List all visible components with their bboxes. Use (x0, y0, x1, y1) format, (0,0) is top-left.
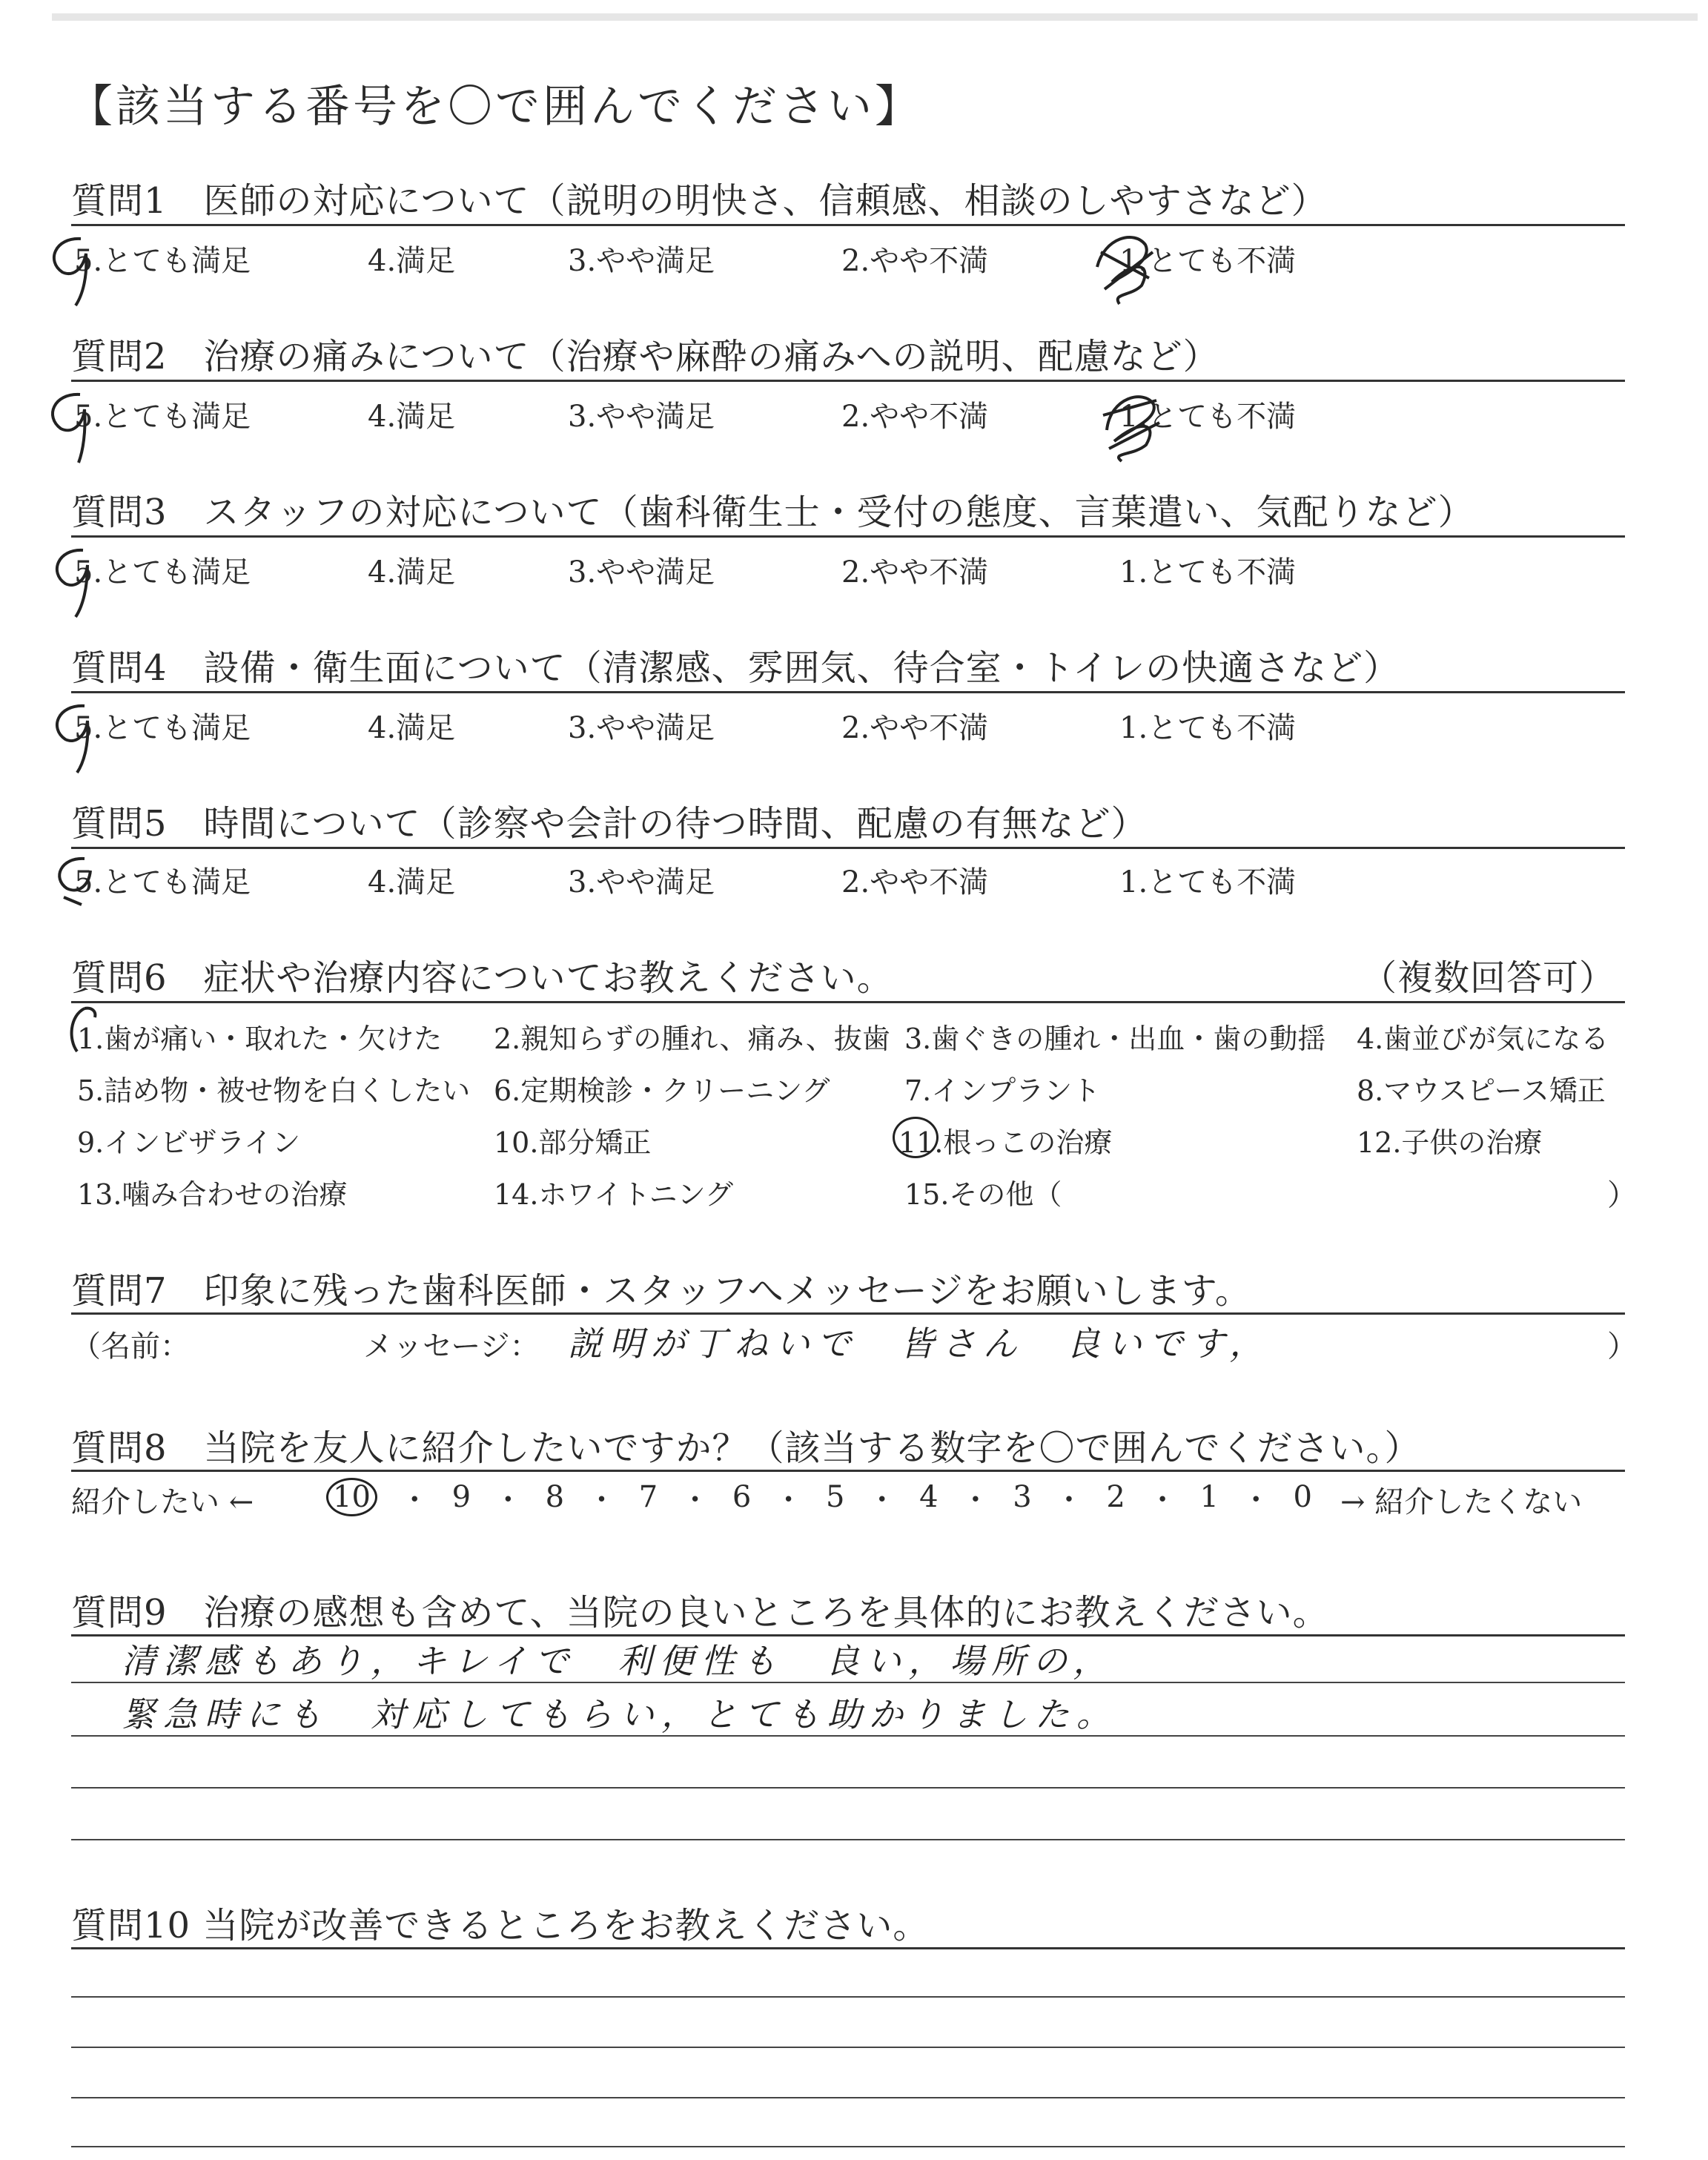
q6-option-11-selection-circle (893, 1117, 939, 1158)
q6-option-3[interactable]: 3.歯ぐきの腫れ・出血・歯の動揺 (904, 1023, 1326, 1055)
q2-rule (71, 380, 1625, 382)
q1-rule (71, 224, 1625, 226)
q7-close-paren: ） (1607, 1330, 1637, 1364)
q8-left-label: 紹介したい ← (71, 1485, 254, 1519)
q3-option-1[interactable]: 1.とても不満 (1119, 555, 1297, 589)
q6-option-11[interactable]: 11.根っこの治療 (898, 1126, 1113, 1159)
q6-option-12[interactable]: 12.子供の治療 (1357, 1126, 1543, 1159)
q4-option-2[interactable]: 2.やや不満 (841, 711, 989, 745)
q2-option-2[interactable]: 2.やや不満 (841, 400, 989, 434)
q5-option-2[interactable]: 2.やや不満 (841, 865, 989, 899)
q8-scale-separator: ・ (960, 1482, 990, 1517)
q6-multi-answer-note: （複数回答可） (1361, 957, 1616, 999)
q7-title: 質問7 印象に残った歯科医師・スタッフへメッセージをお願いします。 (71, 1270, 1251, 1312)
q3-option-4[interactable]: 4.満足 (368, 555, 456, 589)
q8-scale-separator: ・ (400, 1482, 430, 1517)
q6-option-1[interactable]: 1.歯が痛い・取れた・欠けた (77, 1023, 443, 1055)
q5-option-5[interactable]: 5.とても満足 (74, 865, 251, 899)
q6-option-14[interactable]: 14.ホワイトニング (494, 1178, 734, 1211)
q8-scale-value-4[interactable]: 4 (919, 1480, 939, 1514)
q8-scale-separator: ・ (867, 1482, 897, 1517)
q8-scale-value-1[interactable]: 1 (1199, 1480, 1219, 1514)
q8-scale-value-8[interactable]: 8 (545, 1480, 565, 1514)
q10-line-4 (71, 2097, 1625, 2098)
q9-line-5 (71, 1839, 1625, 1840)
q2-title: 質問2 治療の痛みについて（治療や麻酔の痛みへの説明、配慮など） (71, 336, 1219, 377)
q5-title: 質問5 時間について（診察や会計の待つ時間、配慮の有無など） (71, 803, 1148, 845)
q7-message-handwriting: 説明が丁ねいで 皆さん 良いです， (568, 1324, 1271, 1364)
q4-rule (71, 691, 1625, 693)
q10-line-5 (71, 2146, 1625, 2147)
q2-option-1[interactable]: 1.とても不満 (1119, 400, 1297, 434)
q6-title: 質問6 症状や治療内容についてお教えください。 (71, 957, 893, 999)
q10-rule (71, 1947, 1625, 1949)
q1-option-4[interactable]: 4.満足 (368, 244, 456, 278)
q2-selection-circle (37, 386, 111, 467)
q9-answer-line-2: 緊急時にも 対応してもらい，とても助かりました。 (122, 1694, 1118, 1734)
q8-scale-separator: ・ (1148, 1482, 1178, 1517)
q8-rule (71, 1470, 1625, 1472)
q3-option-3[interactable]: 3.やや満足 (568, 555, 715, 589)
q7-rule (71, 1312, 1625, 1315)
q6-option-5[interactable]: 5.詰め物・被せ物を白くしたい (77, 1074, 471, 1107)
q6-option-10[interactable]: 10.部分矯正 (494, 1126, 652, 1159)
q5-selection-circle (47, 853, 114, 912)
q6-option-1-selection-mark (62, 1003, 114, 1062)
q1-selection-circle (40, 231, 114, 313)
q4-selection-circle (42, 698, 116, 780)
q2-option-5[interactable]: 5.とても満足 (74, 400, 251, 434)
q8-scale-separator: ・ (773, 1482, 804, 1517)
q5-option-3[interactable]: 3.やや満足 (568, 865, 715, 899)
q6-option-9[interactable]: 9.インビザライン (77, 1126, 301, 1159)
q3-title: 質問3 スタッフの対応について（歯科衛生士・受付の態度、言葉遣い、気配りなど） (71, 492, 1474, 533)
q8-scale (326, 1479, 1312, 1516)
q9-title: 質問9 治療の感想も含めて、当院の良いところを具体的にお教えください。 (71, 1592, 1329, 1634)
q6-other-close-paren: ） (1607, 1178, 1637, 1212)
q6-option-15-other[interactable]: 15.その他（ (904, 1178, 1062, 1211)
q8-scale-separator: ・ (493, 1482, 523, 1517)
q1-option-2[interactable]: 2.やや不満 (841, 244, 989, 278)
q8-scale-value-6[interactable]: 6 (732, 1480, 752, 1514)
q1-option-1[interactable]: 1.とても不満 (1119, 244, 1297, 278)
q5-option-4[interactable]: 4.満足 (368, 865, 456, 899)
q5-option-1[interactable]: 1.とても不満 (1119, 865, 1297, 899)
q8-scale-separator: ・ (586, 1482, 617, 1517)
q7-message-label: メッセージ： (363, 1330, 540, 1364)
q9-line-4 (71, 1787, 1625, 1789)
q6-rule (71, 1001, 1625, 1003)
q10-line-3 (71, 2047, 1625, 2048)
q3-rule (71, 535, 1625, 538)
q3-option-5[interactable]: 5.とても満足 (74, 555, 251, 589)
q1-option-5[interactable]: 5.とても満足 (74, 244, 251, 278)
q8-scale-value-7[interactable]: 7 (638, 1480, 658, 1514)
q8-scale-value-10[interactable]: 10 (326, 1478, 377, 1516)
q2-option-4[interactable]: 4.満足 (368, 400, 456, 434)
q4-option-4[interactable]: 4.満足 (368, 711, 456, 745)
q3-selection-circle (42, 543, 116, 624)
q6-option-8[interactable]: 8.マウスピース矯正 (1357, 1074, 1606, 1107)
q9-line-3 (71, 1735, 1625, 1737)
q6-option-6[interactable]: 6.定期検診・クリーニング (494, 1074, 830, 1107)
q8-scale-value-3[interactable]: 3 (1013, 1480, 1032, 1514)
q3-option-2[interactable]: 2.やや不満 (841, 555, 989, 589)
q6-option-7[interactable]: 7.インプラント (904, 1074, 1101, 1107)
q9-line-2 (71, 1682, 1625, 1683)
q1-option-3[interactable]: 3.やや満足 (568, 244, 715, 278)
q4-title: 質問4 設備・衛生面について（清潔感、雰囲気、待合室・トイレの快適さなど） (71, 647, 1400, 689)
q4-option-1[interactable]: 1.とても不満 (1119, 711, 1297, 745)
q9-answer-line-1: 清潔感もあり，キレイで 利便性も 良い，場所の， (122, 1641, 1115, 1681)
q7-name-label: （名前： (71, 1330, 190, 1364)
q6-option-13[interactable]: 13.噛み合わせの治療 (77, 1178, 348, 1211)
q8-scale-value-0[interactable]: 0 (1293, 1480, 1312, 1514)
q8-scale-value-9[interactable]: 9 (451, 1480, 471, 1514)
page-heading: 【該当する番号を〇で囲んでください】 (68, 81, 922, 133)
q6-option-4[interactable]: 4.歯並びが気になる (1357, 1023, 1609, 1055)
q8-scale-separator: ・ (1241, 1482, 1271, 1517)
q6-option-2[interactable]: 2.親知らずの腫れ、痛み、抜歯 (494, 1023, 890, 1055)
q4-option-5[interactable]: 5.とても満足 (74, 711, 251, 745)
q2-scribble-out (1088, 378, 1170, 467)
q8-scale-separator: ・ (1054, 1482, 1084, 1517)
q4-option-3[interactable]: 3.やや満足 (568, 711, 715, 745)
q8-title: 質問8 当院を友人に紹介したいですか？（該当する数字を〇で囲んでください。） (71, 1427, 1421, 1469)
scan-edge-band (52, 13, 1698, 21)
q8-scale-value-2[interactable]: 2 (1106, 1480, 1125, 1514)
q1-title: 質問1 医師の対応について（説明の明快さ、信頼感、相談のしやすさなど） (71, 180, 1328, 222)
q5-rule (71, 847, 1625, 849)
q8-scale-value-5[interactable]: 5 (826, 1480, 845, 1514)
q10-line-2 (71, 1996, 1625, 1998)
q8-right-label: → 紹介したくない (1340, 1485, 1583, 1519)
q1-scribble-out (1082, 222, 1164, 311)
q2-option-3[interactable]: 3.やや満足 (568, 400, 715, 434)
q8-scale-separator: ・ (680, 1482, 710, 1517)
q10-title: 質問10 当院が改善できるところをお教えください。 (71, 1905, 930, 1946)
